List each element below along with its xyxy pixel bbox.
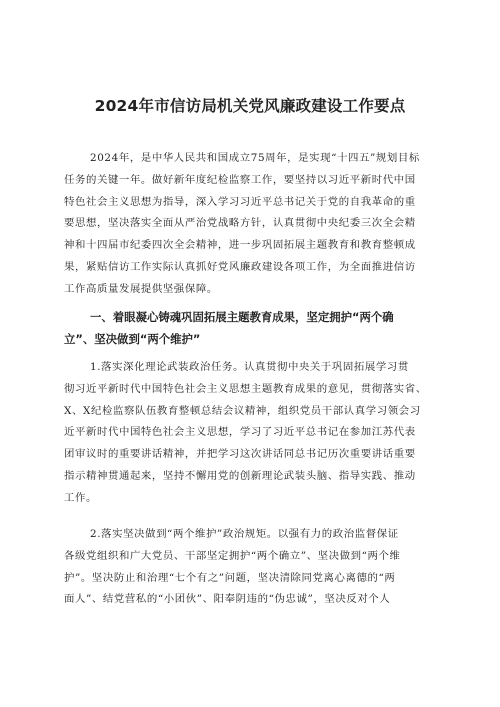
heading-line: 一、着眼凝心铸魂巩固拓展主题教育成果，坚定拥护“两个确 — [90, 310, 394, 324]
section-heading — [64, 307, 444, 351]
intro-line: 要思想，坚决落实全面从严治党战略方针，认真贯彻中央纪委三次全会精 — [64, 217, 416, 230]
item-line: 1.落实深化理论武装政治任务。认真贯彻中央关于巩固拓展学习贯 — [90, 361, 409, 373]
intro-line: 任务的关键一年。做好新年度纪检监察工作，要坚持以习近平新时代中国 — [64, 173, 416, 186]
item-line: 指示精神贯通起来，坚持不懈用党的创新理论武装头脑、指导实践、推动 — [64, 469, 416, 482]
item-line: X、X纪检监察队伍教育整顿总结会议精神，组织党员干部认真学习领会习 — [64, 404, 421, 417]
item-line: 2.落实坚决做到“两个维护”政治规矩。以强有力的政治监督保证 — [90, 528, 399, 540]
item-line: 近平新时代中国特色社会主义思想，学习了习近平总书记在参加江苏代表 — [64, 426, 416, 439]
item-line: 工作。 — [64, 491, 97, 504]
item-line: 各级党组织和广大党员、干部坚定拥护“两个确立”、坚决做到“两个维 — [64, 549, 401, 562]
intro-line: 果，紧贴信访工作实际认真抓好党风廉政建设各项工作，为全面推进信访 — [64, 260, 416, 273]
item-line: 团审议时的重要讲话精神，并把学习这次讲话同总书记历次重要讲话重要 — [64, 448, 416, 461]
document-title: 2024年市信访局机关党风廉政建设工作要点 — [94, 97, 406, 115]
item-paragraph — [64, 524, 444, 611]
item-paragraph — [64, 357, 444, 510]
heading-line: 立”、坚决做到“两个维护” — [64, 331, 201, 346]
intro-line: 特色社会主义思想为指导，深入学习习近平总书记关于党的自我革命的重 — [64, 195, 416, 208]
item-line: 护”。坚决防止和治理“七个有之”问题，坚决清除同党离心离德的“两 — [64, 571, 396, 584]
intro-line: 2024年，是中华人民共和国成立75周年，是实现“十四五”规划目标 — [90, 152, 420, 164]
item-line: 面人”、结党营私的“小团伙”、阳奉阴违的“伪忠诚”，坚决反对个人 — [64, 593, 391, 606]
intro-line: 神和十四届市纪委四次全会精神，进一步巩固拓展主题教育和教育整顿成 — [64, 239, 416, 252]
intro-line: 工作高质量发展提供坚强保障。 — [64, 282, 218, 295]
intro-paragraph — [64, 148, 444, 301]
item-line: 彻习近平新时代中国特色社会主义思想主题教育成果的意见，贯彻落实省、 — [64, 382, 427, 395]
